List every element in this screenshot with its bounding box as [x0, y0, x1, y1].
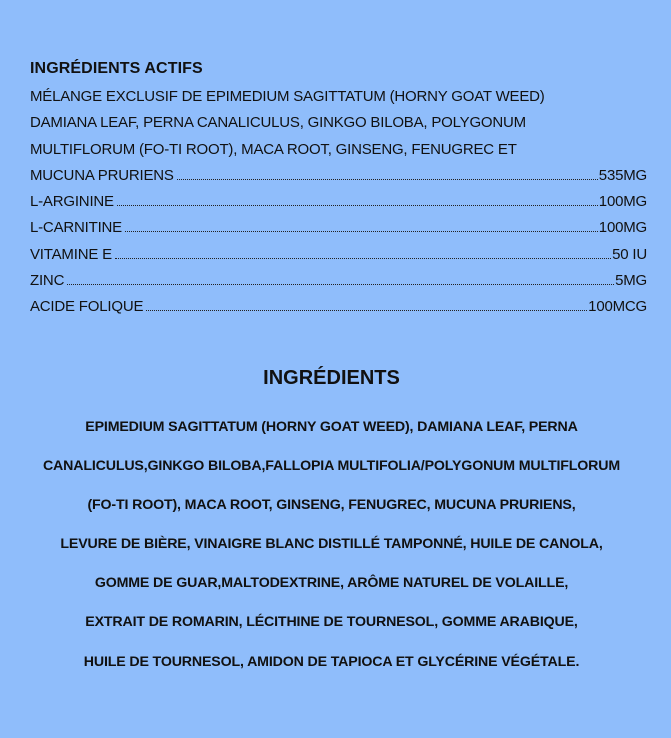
blend-line: MULTIFLORUM (FO-TI ROOT), MACA ROOT, GINSENG, FENUGREC ET	[30, 140, 517, 158]
active-ingredients-section	[30, 58, 647, 321]
ingredients-line: HUILE DE TOURNESOL, AMIDON DE TAPIOCA ET GLYCÉRINE VÉGÉTALE.	[83, 653, 580, 670]
dose-amount: 5MG	[615, 272, 647, 290]
dose-amount: 100MG	[598, 193, 647, 211]
ingredients-line: (FO-TI ROOT), MACA ROOT, GINSENG, FENUGREC, MUCUNA PRURIENS,	[87, 497, 576, 514]
dose-row-l-carnitine	[30, 215, 647, 241]
ingredients-line: EPIMEDIUM SAGITTATUM (HORNY GOAT WEED), DAMIANA LEAF, PERNA	[85, 419, 578, 435]
dot-leader	[125, 231, 598, 232]
dose-amount: 50 IU	[612, 245, 647, 263]
dose-amount: 100MG	[598, 219, 647, 237]
dose-amount: 535MG	[598, 166, 647, 184]
ingredients-line: EXTRAIT DE ROMARIN, LÉCITHINE DE TOURNESOL, GOMME ARABIQUE,	[85, 614, 578, 631]
dose-amount: 100MCG	[588, 298, 647, 316]
dot-leader	[115, 258, 611, 259]
dose-name: L-ARGININE	[30, 193, 114, 211]
dose-name: VITAMINE E	[30, 245, 112, 263]
dose-row-mucuna	[30, 163, 647, 189]
active-ingredients-title: INGRÉDIENTS ACTIFS	[30, 60, 203, 77]
dose-row-vitamine-e	[30, 242, 647, 268]
dose-row-acide-folique	[30, 294, 647, 320]
dot-leader	[177, 179, 598, 180]
dose-name: ACIDE FOLIQUE	[30, 298, 144, 316]
ingredients-list	[0, 408, 663, 682]
dose-name: L-CARNITINE	[30, 219, 122, 237]
dot-leader	[146, 310, 587, 311]
dot-leader	[117, 205, 598, 206]
ingredients-line: LEVURE DE BIÈRE, VINAIGRE BLANC DISTILLÉ TAMPONNÉ, HUILE DE CANOLA,	[60, 536, 603, 553]
dose-row-zinc	[30, 268, 647, 294]
blend-line: DAMIANA LEAF, PERNA CANALICULUS, GINKGO BILOBA, POLYGONUM	[30, 114, 526, 132]
dot-leader	[67, 284, 614, 285]
dose-name: ZINC	[30, 272, 65, 290]
blend-line: MÉLANGE EXCLUSIF DE EPIMEDIUM SAGITTATUM (HORNY GOAT WEED)	[30, 88, 545, 105]
ingredients-line: GOMME DE GUAR,MALTODEXTRINE, ARÔME NATUREL DE VOLAILLE,	[94, 575, 569, 592]
ingredients-title: INGRÉDIENTS	[263, 367, 400, 389]
dose-row-l-arginine	[30, 189, 647, 215]
ingredients-line: CANALICULUS,GINKGO BILOBA,FALLOPIA MULTIFOLIA/POLYGONUM MULTIFLORUM	[42, 458, 621, 475]
dose-name: MUCUNA PRURIENS	[30, 166, 174, 184]
